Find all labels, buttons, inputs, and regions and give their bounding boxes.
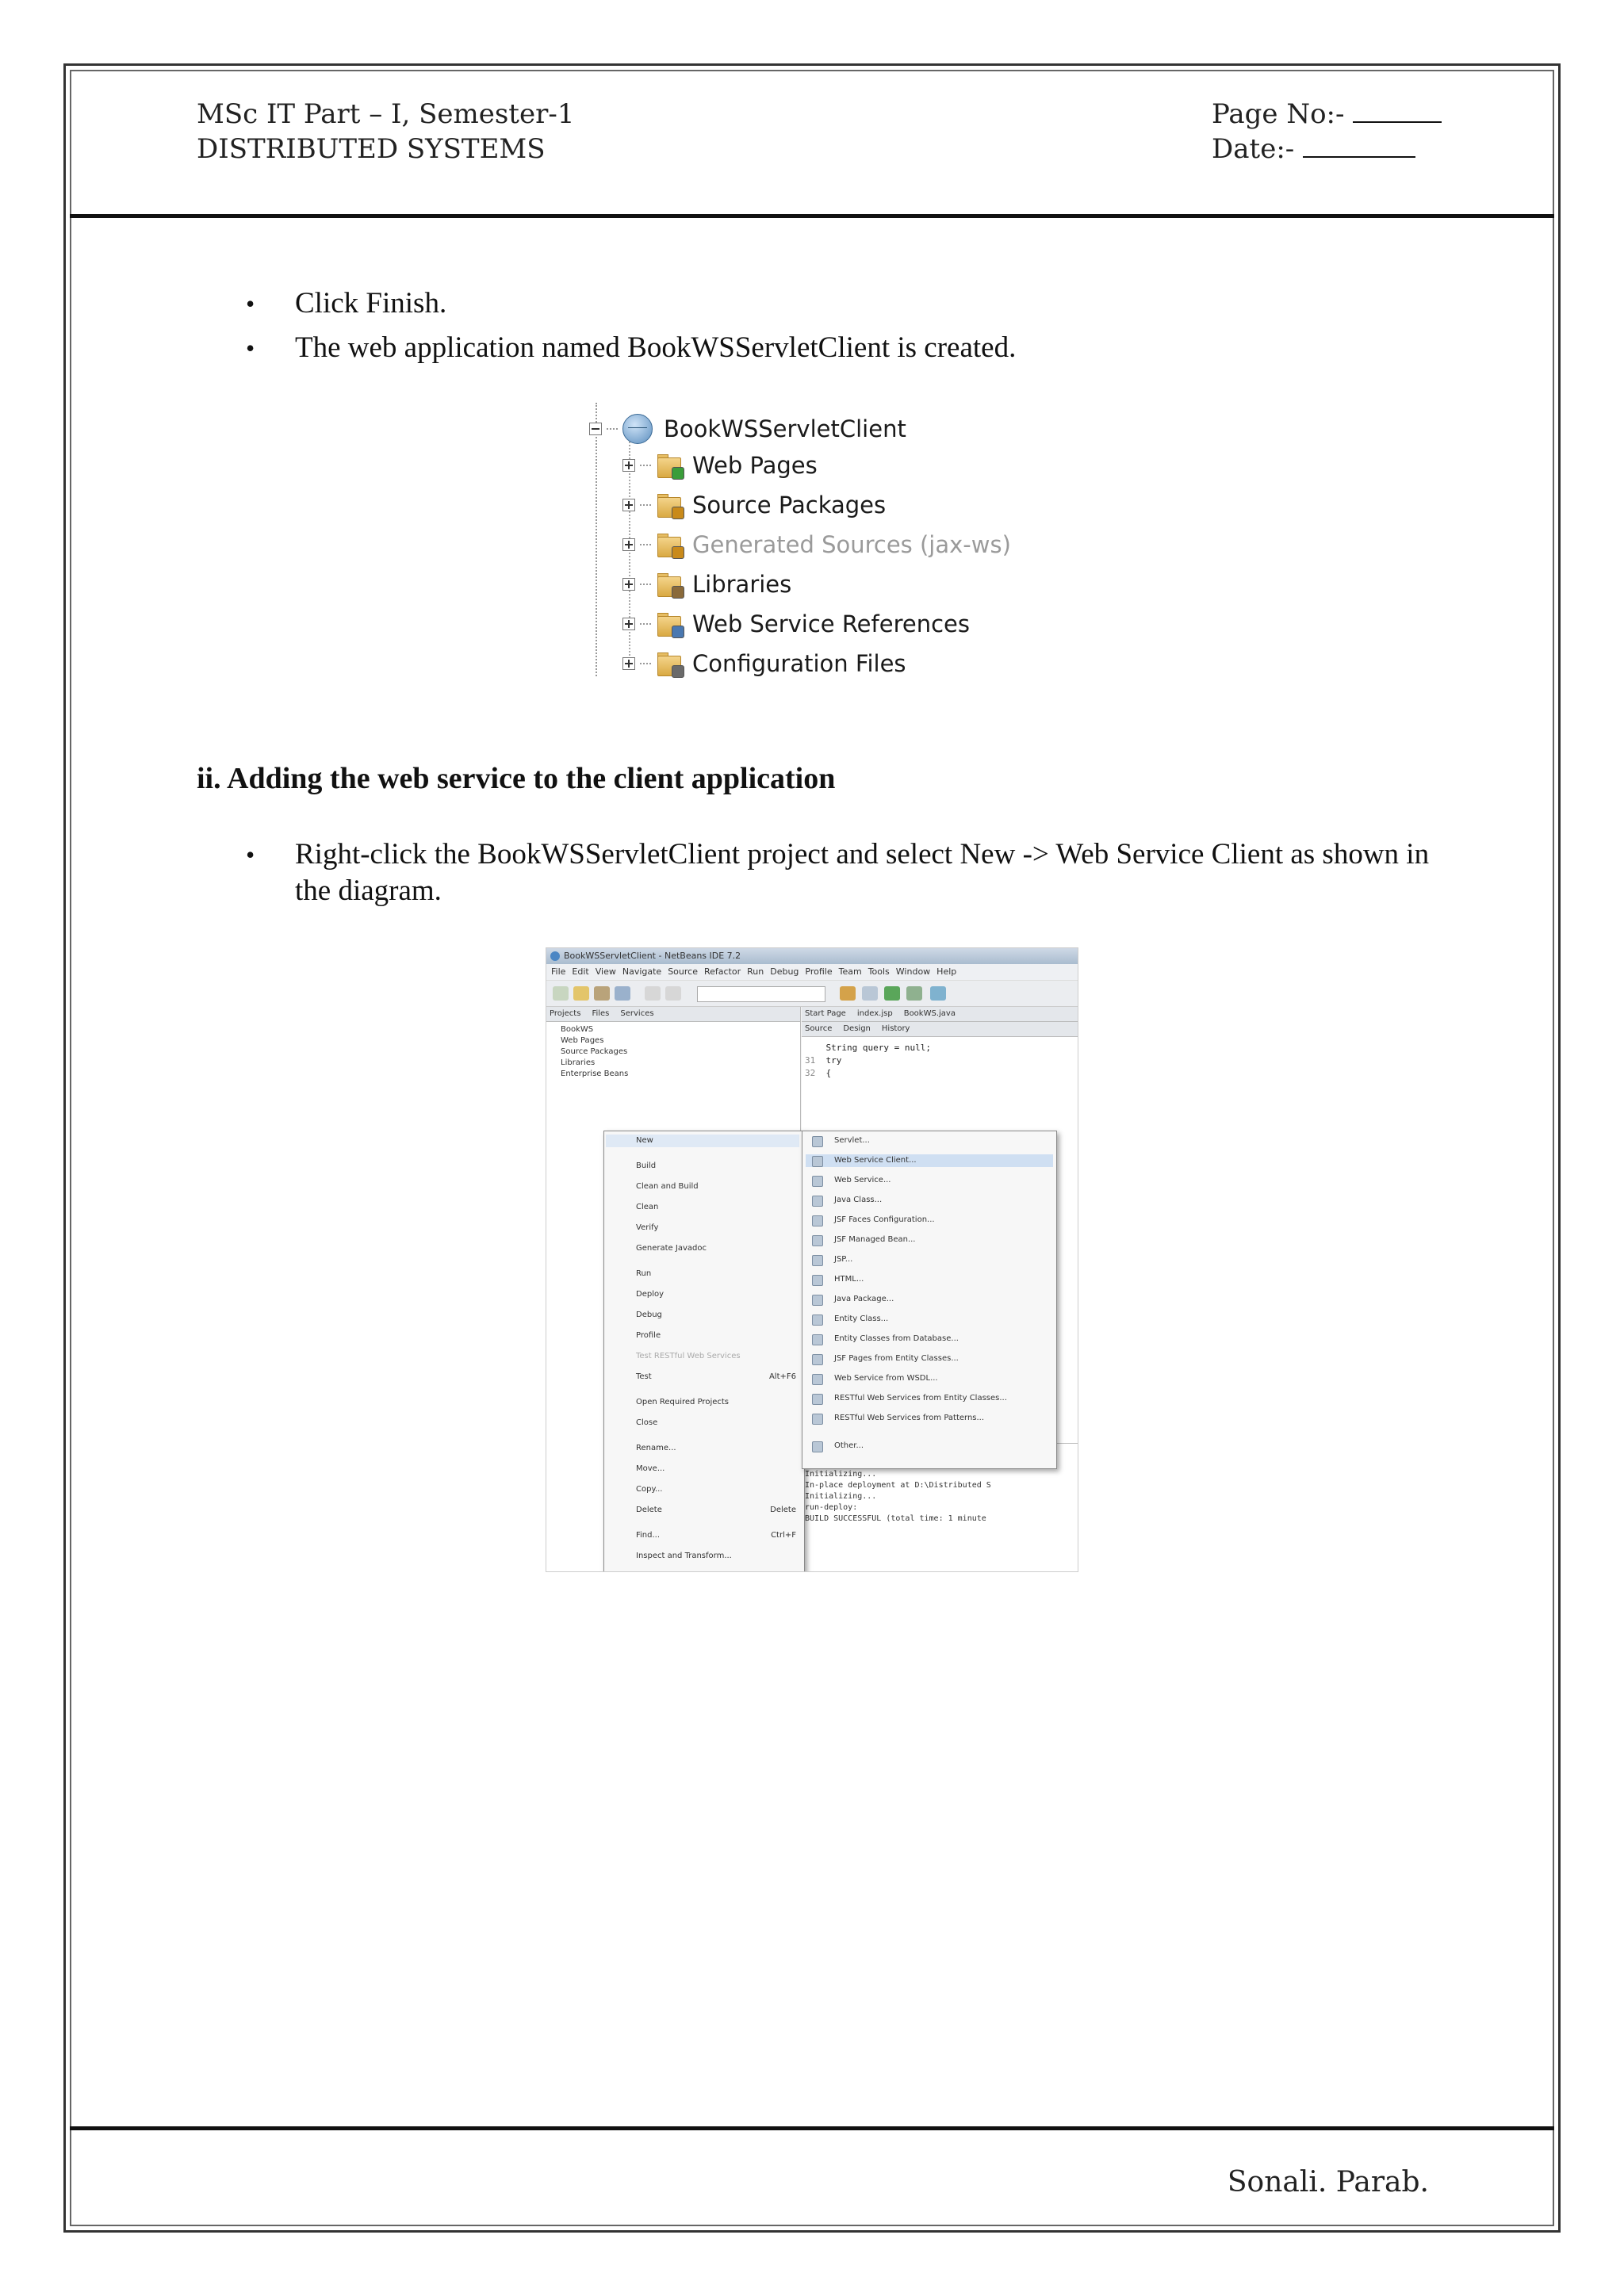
- tree-connector: [640, 663, 651, 664]
- context-menu-item[interactable]: [636, 1242, 799, 1255]
- new-file-icon[interactable]: [553, 986, 569, 1001]
- build-icon[interactable]: [840, 986, 856, 1001]
- new-submenu: [802, 1131, 1057, 1469]
- context-menu-item[interactable]: [636, 1442, 799, 1455]
- project-node[interactable]: BookWS: [561, 1025, 594, 1034]
- menu-item-label: Build: [636, 1161, 657, 1170]
- menu-item-label: Move...: [636, 1464, 665, 1473]
- tree-node-label: Configuration Files: [692, 650, 906, 677]
- projects-tabs: [546, 1007, 800, 1022]
- tree-node[interactable]: [622, 568, 791, 600]
- panel-tab[interactable]: Files: [592, 1009, 610, 1018]
- output-line: BUILD SUCCESSFUL (total time: 1 minute: [805, 1514, 986, 1523]
- collapse-icon[interactable]: [589, 423, 602, 435]
- submenu-item[interactable]: Web Service Client...: [806, 1154, 1053, 1167]
- code-line: [805, 1042, 1078, 1054]
- menu-item-label: Open Required Projects: [636, 1398, 729, 1406]
- folder-badge-icon: [672, 626, 684, 638]
- toolbar: [546, 981, 1078, 1007]
- menu-item[interactable]: Navigate: [622, 966, 662, 977]
- menu-item-label: Deploy: [636, 1290, 665, 1299]
- profile-icon[interactable]: [930, 986, 946, 1001]
- project-node[interactable]: Source Packages: [561, 1047, 628, 1056]
- undo-icon[interactable]: [645, 986, 661, 1001]
- netbeans-screenshot: [546, 947, 1078, 1572]
- submenu-item[interactable]: Entity Classes from Database...: [806, 1333, 1053, 1345]
- tree-connector: [640, 465, 651, 466]
- expand-icon[interactable]: [622, 499, 635, 511]
- folder-badge-icon: [672, 507, 684, 519]
- submenu-item[interactable]: Web Service from WSDL...: [806, 1372, 1053, 1385]
- expand-icon[interactable]: [622, 618, 635, 630]
- editor-tab[interactable]: BookWS.java: [903, 1009, 956, 1018]
- context-menu-item[interactable]: [636, 1396, 799, 1409]
- submenu-item[interactable]: JSF Pages from Entity Classes...: [806, 1353, 1053, 1365]
- menu-item-label: Test RESTful Web Services: [636, 1352, 741, 1360]
- tree-node-label: Libraries: [692, 571, 792, 598]
- submenu-item[interactable]: Servlet...: [806, 1135, 1053, 1147]
- editor-subtab[interactable]: Source: [805, 1024, 833, 1033]
- menu-item-label: Inspect and Transform...: [636, 1552, 732, 1560]
- tree-connector: [607, 428, 618, 430]
- output-line: Initializing...: [805, 1470, 877, 1479]
- line-number: [805, 1043, 826, 1053]
- menu-item[interactable]: Window: [895, 966, 931, 977]
- tree-connector: [640, 584, 651, 585]
- submenu-item[interactable]: JSF Managed Bean...: [806, 1234, 1053, 1246]
- context-menu-item[interactable]: [636, 1222, 799, 1234]
- menu-shortcut: Delete: [770, 1506, 796, 1514]
- section-heading: ii. Adding the web service to the client application: [197, 762, 836, 795]
- code-text: try: [825, 1055, 842, 1066]
- footer-rule: [70, 2126, 1554, 2130]
- tree-node[interactable]: [622, 489, 886, 521]
- folder-badge-icon: [672, 546, 684, 559]
- context-menu-item[interactable]: [636, 1483, 799, 1496]
- panel-tab[interactable]: Services: [620, 1009, 654, 1018]
- submenu-item[interactable]: Java Class...: [806, 1194, 1053, 1207]
- menu-item-label: Delete: [636, 1506, 662, 1514]
- expand-icon[interactable]: [622, 657, 635, 670]
- code-text: {: [825, 1068, 832, 1078]
- folder-icon: [656, 492, 683, 518]
- editor-subtab[interactable]: Design: [843, 1024, 871, 1033]
- output-line: In-place deployment at D:\Distributed S: [805, 1481, 991, 1490]
- bullet-item: • Right-click the BookWSServletClient project and select New -> Web Service Client as shown in the diagram.: [238, 836, 1453, 909]
- line-number: 31: [805, 1055, 826, 1066]
- tree-root-label: BookWSServletClient: [664, 415, 906, 442]
- folder-badge-icon: [672, 467, 684, 480]
- project-node[interactable]: Enterprise Beans: [561, 1070, 629, 1078]
- bullet-list-bottom: [238, 836, 1430, 909]
- tree-node-label: Web Service References: [692, 610, 970, 637]
- config-select[interactable]: [697, 986, 825, 1002]
- menu-item[interactable]: Run: [747, 966, 764, 977]
- tree-connector: [640, 544, 651, 545]
- editor-tabs: [802, 1007, 1078, 1022]
- project-tree-figure: [579, 403, 1023, 676]
- output-line: Initializing...: [805, 1492, 877, 1501]
- tree-root[interactable]: [589, 413, 906, 445]
- menu-item-label: Copy...: [636, 1485, 663, 1494]
- panel-tab[interactable]: Projects: [550, 1009, 581, 1018]
- web-project-icon: [622, 414, 653, 444]
- footer-author: Sonali. Parab.: [1227, 2166, 1429, 2198]
- menu-item-label: Clean and Build: [636, 1182, 699, 1191]
- debug-icon[interactable]: [906, 986, 922, 1001]
- submenu-item[interactable]: RESTful Web Services from Patterns...: [806, 1412, 1053, 1425]
- folder-icon: [656, 453, 683, 478]
- output-line: run-deploy:: [805, 1503, 858, 1512]
- editor-tab[interactable]: index.jsp: [856, 1009, 893, 1018]
- new-project-icon[interactable]: [573, 986, 589, 1001]
- context-menu-item[interactable]: [636, 1417, 799, 1429]
- submenu-item[interactable]: JSF Faces Configuration...: [806, 1214, 1053, 1226]
- context-menu-item[interactable]: [636, 1309, 799, 1322]
- tree-node[interactable]: [622, 648, 906, 679]
- page-no-line: [1212, 97, 1442, 132]
- context-menu-item[interactable]: [636, 1160, 799, 1173]
- submenu-item[interactable]: JSP...: [806, 1253, 1053, 1266]
- editor-tab[interactable]: Start Page: [805, 1009, 846, 1018]
- header-right: [1212, 97, 1442, 166]
- tree-node-label: Generated Sources (jax-ws): [692, 531, 1011, 558]
- header-rule: [70, 214, 1554, 218]
- menu-item-label: Close: [636, 1418, 658, 1427]
- menu-item[interactable]: Debug: [770, 966, 799, 977]
- menu-item-label: Rename...: [636, 1444, 676, 1452]
- submenu-item[interactable]: HTML...: [806, 1273, 1053, 1286]
- projects-tree: [546, 1022, 800, 1080]
- menu-item[interactable]: View: [595, 966, 616, 977]
- context-menu-item: [636, 1350, 799, 1363]
- menu-item-label: Run: [636, 1269, 652, 1278]
- menu-item-label: Debug: [636, 1311, 662, 1319]
- folder-icon: [656, 611, 683, 637]
- menu-item[interactable]: Tools: [868, 966, 890, 977]
- context-menu: [603, 1131, 805, 1572]
- menu-item[interactable]: Source: [668, 966, 698, 977]
- page-no-blank: [1353, 98, 1442, 123]
- submenu-item[interactable]: RESTful Web Services from Entity Classes...: [806, 1392, 1053, 1405]
- date-blank: [1303, 132, 1415, 158]
- line-number: 32: [805, 1068, 826, 1078]
- folder-icon: [656, 651, 683, 676]
- open-project-icon[interactable]: [594, 986, 610, 1001]
- context-menu-item[interactable]: [636, 1330, 799, 1342]
- clean-build-icon[interactable]: [862, 986, 878, 1001]
- context-menu-item[interactable]: [606, 1135, 799, 1147]
- bullet-item: • The web application named BookWSServletClient is created.: [238, 326, 1427, 370]
- date-label: Date:-: [1212, 133, 1295, 165]
- code-line: [805, 1067, 1078, 1080]
- tree-connector: [640, 623, 651, 625]
- menu-item-label: New: [636, 1136, 653, 1145]
- code-text: String query = null;: [825, 1043, 931, 1053]
- menu-item[interactable]: Profile: [805, 966, 833, 977]
- context-menu-item[interactable]: [636, 1371, 799, 1383]
- project-node[interactable]: Libraries: [561, 1058, 596, 1067]
- tree-connector: [640, 504, 651, 506]
- expand-icon[interactable]: [622, 459, 635, 472]
- context-menu-item[interactable]: [636, 1504, 799, 1517]
- submenu-item[interactable]: Other...: [806, 1440, 1053, 1452]
- header-left: [197, 97, 574, 166]
- editor-subtab[interactable]: History: [881, 1024, 910, 1033]
- context-menu-item[interactable]: [636, 1529, 799, 1542]
- context-menu-item[interactable]: [636, 1550, 799, 1563]
- tree-node-label: Source Packages: [692, 492, 887, 519]
- submenu-item[interactable]: Java Package...: [806, 1293, 1053, 1306]
- editor-subtabs: [802, 1022, 1078, 1037]
- menu-item-label: Clean: [636, 1203, 659, 1211]
- context-menu-item[interactable]: [636, 1201, 799, 1214]
- submenu-item[interactable]: Web Service...: [806, 1174, 1053, 1187]
- expand-icon[interactable]: [622, 538, 635, 551]
- run-icon[interactable]: [884, 986, 900, 1001]
- project-node[interactable]: Web Pages: [561, 1036, 604, 1045]
- menu-item-label: Generate Javadoc: [636, 1244, 707, 1253]
- folder-badge-icon: [672, 665, 684, 678]
- context-menu-item[interactable]: [636, 1463, 799, 1475]
- redo-icon[interactable]: [665, 986, 681, 1001]
- course-label: MSc IT Part – I, Semester-1: [197, 98, 575, 130]
- menu-item[interactable]: File: [551, 966, 566, 977]
- bullet-item: • Click Finish.: [238, 281, 1427, 326]
- context-menu-item[interactable]: [636, 1288, 799, 1301]
- menu-shortcut: Ctrl+F: [771, 1531, 796, 1540]
- menu-item-label: Profile: [636, 1331, 661, 1340]
- menu-shortcut: Alt+F6: [768, 1372, 796, 1381]
- menu-item[interactable]: Edit: [572, 966, 589, 977]
- menu-item-label: Test: [636, 1372, 652, 1381]
- expand-icon[interactable]: [622, 578, 635, 591]
- page-no-label: Page No:-: [1212, 98, 1345, 130]
- menu-item[interactable]: Help: [936, 966, 957, 977]
- code-line: [805, 1054, 1078, 1067]
- folder-icon: [656, 532, 683, 557]
- date-line: [1212, 132, 1442, 166]
- context-menu-item[interactable]: [636, 1268, 799, 1280]
- tree-node[interactable]: [622, 608, 970, 640]
- tree-node[interactable]: [622, 450, 818, 481]
- code-editor[interactable]: [802, 1037, 1078, 1080]
- menu-item[interactable]: Team: [838, 966, 862, 977]
- menu-item-label: Verify: [636, 1223, 659, 1232]
- context-menu-item[interactable]: [636, 1181, 799, 1193]
- save-all-icon[interactable]: [615, 986, 630, 1001]
- subject-label: DISTRIBUTED SYSTEMS: [197, 133, 546, 165]
- menu-item[interactable]: Refactor: [703, 966, 741, 977]
- tree-node-label: Web Pages: [692, 452, 818, 479]
- menu-bar: [546, 964, 1078, 981]
- bullet-list-top: [238, 281, 1427, 370]
- folder-badge-icon: [672, 586, 684, 599]
- tree-node[interactable]: [622, 529, 1011, 561]
- folder-icon: [656, 572, 683, 597]
- submenu-item[interactable]: Entity Class...: [806, 1313, 1053, 1326]
- window-title: BookWSServletClient - NetBeans IDE 7.2: [546, 948, 1078, 964]
- menu-item-label: Find...: [636, 1531, 661, 1540]
